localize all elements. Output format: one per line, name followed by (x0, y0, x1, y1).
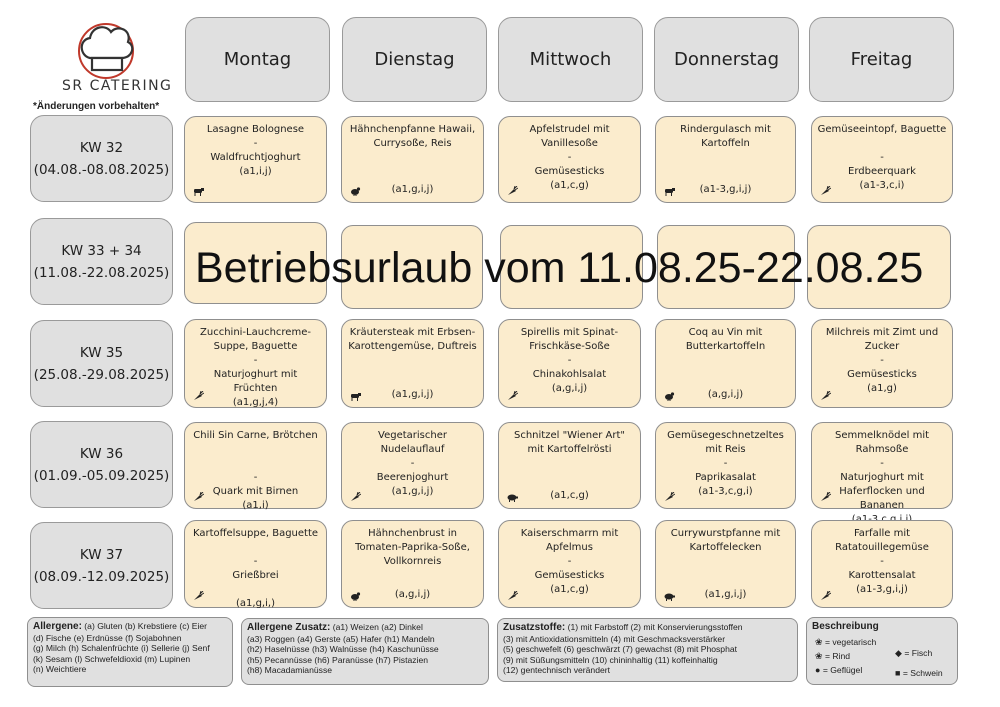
meal-cell-w2-tuesday (341, 319, 484, 408)
meal-separator: - (253, 355, 258, 366)
meal-line: Nudelauflauf (380, 444, 445, 455)
week-label: KW 35 (79, 344, 124, 361)
chicken-icon: ● (815, 665, 821, 675)
meal-line: Zucchini-Lauchcreme- (200, 327, 311, 338)
carrot-icon (819, 186, 831, 196)
legend-zusatzstoffe (497, 618, 798, 682)
meal-line: Hähnchenbrust in (368, 528, 457, 539)
legend-zusatzstoffe-line: (3) mit Antioxidationsmitteln (4) mit Geschmacksverstärker (503, 633, 726, 644)
meal-cell-w2-friday (811, 319, 953, 408)
meal-line: Haferflocken und Bananen (839, 486, 925, 511)
meal-line: Frischkäse-Soße (529, 341, 610, 352)
meal-line: (a1,i) (242, 500, 269, 511)
meal-line: Tomaten-Paprika-Soße, (355, 542, 470, 553)
carrot-icon (819, 591, 831, 601)
meal-cell-w4-tuesday (341, 520, 484, 608)
week-label: KW 32 (79, 139, 124, 156)
legend-fisch-label: = Fisch (904, 648, 933, 658)
meal-separator: - (567, 556, 572, 567)
legend-beschreibung-title: Beschreibung (812, 621, 879, 632)
meal-line: (a,g,i,j) (551, 383, 588, 394)
meal-line: Vollkornreis (383, 556, 442, 567)
cow-icon (663, 186, 675, 196)
pig-icon (506, 492, 518, 502)
meal-cell-w2-thursday (655, 319, 796, 408)
carrot-icon (819, 492, 831, 502)
meal-line: Naturjoghurt mit (213, 369, 298, 380)
meal-line: (a1,c,g) (550, 584, 589, 595)
meal-separator: - (880, 152, 884, 163)
legend-zusatzstoffe-line: (5) geschwefelt (6) geschwärzt (7) gewachst (8) mit Phosphat (503, 644, 738, 655)
meal-separator: - (410, 458, 415, 469)
allergen-code: (a1,c,g) (550, 490, 589, 501)
week-range: (04.08.-08.08.2025) (33, 161, 170, 178)
meal-cell-w2-wednesday (498, 319, 641, 408)
holiday-banner: Betriebsurlaub vom 11.08.25-22.08.25 (195, 244, 924, 292)
week-box-33-34 (30, 218, 173, 305)
meal-line: Kräutersteak mit Erbsen- (349, 327, 476, 338)
meal-line: (a1,g,i,) (236, 598, 275, 609)
carrot-icon (192, 391, 204, 401)
meal-line: Chinakohlsalat (532, 369, 607, 380)
meal-line: Semmelknödel mit (834, 430, 930, 441)
week-box-35 (30, 320, 173, 407)
legend-gefluegel-label: = Geflügel (822, 665, 863, 675)
meal-line: mit Reis (705, 444, 746, 455)
legend-zusatzstoffe-line: (9) mit Süßungsmitteln (10) chininhaltig (11) koffeinhaltig (503, 654, 718, 665)
legend-zusatz-line: (h2) Haselnüsse (h3) Walnüsse (h4) Kaschunüsse (247, 644, 439, 655)
meal-cell-w0-tuesday (341, 116, 484, 203)
week-range: (01.09.-05.09.2025) (33, 467, 170, 484)
meal-cell-w4-wednesday (498, 520, 641, 608)
meal-line: (a1,g,i,j) (391, 486, 434, 497)
day-header-wednesday: Mittwoch (498, 17, 643, 102)
legend-allergene-line: (a) Gluten (b) Krebstiere (c) Eier (84, 621, 208, 631)
week-range: (25.08.-29.08.2025) (33, 366, 170, 383)
day-header-tuesday: Dienstag (342, 17, 487, 102)
meal-line: Apfelstrudel mit (529, 124, 610, 135)
day-header-monday: Montag (185, 17, 330, 102)
legend-rind (815, 651, 850, 662)
logo (40, 14, 175, 98)
week-box-36 (30, 421, 173, 508)
meal-line: Kartoffelsuppe, Baguette (192, 528, 319, 539)
meal-line: Erdbeerquark (848, 166, 916, 177)
carrot-icon (192, 492, 204, 502)
meal-line: Suppe, Baguette (213, 341, 298, 352)
meal-line: Gemüseeintopf, Baguette (817, 124, 947, 135)
legend-allergene-line: (n) Weichtiere (33, 664, 87, 675)
meal-cell-w3-thursday (655, 422, 796, 509)
meal-line: Karottensalat (848, 570, 916, 581)
meal-line (189, 443, 322, 457)
meal-line (816, 137, 948, 151)
allergen-code: (a1,g,i,j) (391, 389, 434, 400)
meal-line (189, 457, 322, 471)
meal-separator: - (253, 472, 258, 483)
week-range: (08.09.-12.09.2025) (33, 568, 170, 585)
meal-line: Coq au Vin mit (688, 327, 763, 338)
allergen-code: (a1,g,i,j) (704, 589, 747, 600)
meal-cell-w3-tuesday (341, 422, 484, 509)
legend-fisch (895, 648, 932, 659)
pig-icon (663, 591, 675, 601)
carrot-icon (349, 492, 361, 502)
meal-separator: - (567, 355, 572, 366)
meal-separator: - (880, 556, 884, 567)
meal-line: (a1,g,j,4) (232, 397, 279, 408)
day-header-thursday: Donnerstag (654, 17, 799, 102)
meal-line: Grießbrei (232, 570, 279, 581)
changes-note: *Änderungen vorbehalten* (33, 101, 160, 112)
meal-separator: - (253, 556, 258, 567)
legend-schwein (895, 668, 943, 679)
legend-gefluegel (815, 665, 862, 676)
meal-separator: - (723, 458, 728, 469)
cow-icon (192, 186, 204, 196)
meal-cell-w3-monday (184, 422, 327, 509)
logo-brand: SR CATERING (62, 78, 173, 94)
meal-line: (a1-3,c,i) (859, 180, 905, 191)
meal-cell-w2-monday (184, 319, 327, 408)
chef-hat-logo-icon (40, 14, 175, 80)
meal-line: (a1-3,g,i,j) (856, 584, 908, 595)
chicken-icon (663, 391, 675, 401)
meal-cell-w4-monday (184, 520, 327, 608)
meal-line: Currywurstpfanne mit (670, 528, 781, 539)
meal-line: (a1-3,c,g,i) (698, 486, 753, 497)
meal-line: Naturjoghurt mit (840, 472, 924, 483)
meal-separator: - (567, 152, 572, 163)
meal-line: Spirellis mit Spinat- (520, 327, 619, 338)
legend-allergene-line: (d) Fische (e) Erdnüsse (f) Sojabohnen (33, 632, 182, 643)
legend-zusatz (241, 618, 489, 685)
allergen-code: (a,g,i,j) (394, 589, 431, 600)
meal-line: Currysoße, Reis (373, 138, 452, 149)
week-range: (11.08.-22.08.2025) (33, 264, 170, 281)
meal-cell-w0-friday (811, 116, 953, 203)
day-header-friday: Freitag (809, 17, 954, 102)
meal-line: Gemüsegeschnetzeltes (667, 430, 784, 441)
meal-separator: - (880, 458, 884, 469)
meal-line: (a1,c,g) (550, 180, 589, 191)
meal-line (189, 583, 322, 597)
meal-line: Milchreis mit Zimt und (825, 327, 939, 338)
meal-cell-w0-monday (184, 116, 327, 203)
meal-line: Kartoffeln (701, 138, 750, 149)
meal-line: Waldfruchtjoghurt (210, 152, 301, 163)
meal-line: Quark mit Birnen (212, 486, 299, 497)
legend-schwein-label: = Schwein (902, 668, 943, 678)
legend-allergene-line: (k) Sesam (l) Schwefeldioxid (m) Lupinen (33, 653, 191, 664)
carrot-icon (663, 492, 675, 502)
meal-line: Vegetarischer (378, 430, 447, 441)
meal-line: Zucker (864, 341, 900, 352)
carrot-icon: ❀ (815, 637, 823, 647)
allergen-code: (a1-3,g,i,j) (699, 184, 752, 195)
cow-icon (349, 391, 361, 401)
meal-line: Farfalle mit (853, 528, 911, 539)
week-label: KW 36 (79, 445, 124, 462)
meal-line: Paprikasalat (695, 472, 756, 483)
legend-zusatz-line: (h8) Macadamianüsse (247, 665, 333, 676)
week-box-32 (30, 115, 173, 202)
fish-icon: ◆ (895, 648, 902, 658)
week-box-37 (30, 522, 173, 609)
chicken-icon (349, 186, 361, 196)
legend-zusatz-title: Allergene Zusatz: (247, 622, 331, 633)
carrot-icon (506, 391, 518, 401)
meal-line: mit Kartoffelrösti (527, 444, 612, 455)
carrot-icon (819, 391, 831, 401)
legend-zusatz-first: (a1) Weizen (a2) Dinkel (332, 622, 423, 632)
allergen-code: (a,g,i,j) (707, 389, 744, 400)
pig-icon: ■ (895, 668, 901, 678)
carrot-icon (506, 591, 518, 601)
legend-beschreibung (806, 617, 958, 685)
meal-cell-w4-friday (811, 520, 953, 608)
legend-allergene-line: (g) Milch (h) Schalenfrüchte (i) Sellerie (j) Senf (33, 643, 210, 654)
legend-zusatz-line: (h5) Pecannüsse (h6) Paranüsse (h7) Pistazien (247, 654, 429, 665)
meal-line: (a1,g) (867, 383, 897, 394)
allergen-code: (a1,g,i,j) (391, 184, 434, 195)
meal-line: Hähnchenpfanne Hawaii, (349, 124, 476, 135)
meal-line: Butterkartoffeln (685, 341, 766, 352)
legend-allergene-title: Allergene: (33, 621, 82, 632)
meal-cell-w4-thursday (655, 520, 796, 608)
meal-line: (a1,i,j) (239, 166, 272, 177)
legend-zusatzstoffe-title: Zusatzstoffe: (503, 622, 566, 633)
meal-separator: - (253, 138, 258, 149)
meal-line: Ratatouillegemüse (835, 542, 929, 553)
meal-line: Chili Sin Carne, Brötchen (193, 430, 318, 441)
meal-line: Beerenjoghurt (376, 472, 449, 483)
meal-line: Gemüsesticks (534, 570, 605, 581)
legend-veg (815, 637, 876, 648)
meal-line: Rahmsoße (855, 444, 909, 455)
meal-cell-w3-friday (811, 422, 953, 509)
legend-zusatz-line: (a3) Roggen (a4) Gerste (a5) Hafer (h1) Mandeln (247, 633, 435, 644)
meal-separator: - (880, 355, 884, 366)
legend-rind-label: = Rind (824, 651, 851, 661)
meal-line: Karottengemüse, Duftreis (348, 341, 477, 352)
legend-veg-label: = vegetarisch (824, 637, 877, 647)
meal-line (189, 541, 322, 555)
meal-cell-w0-wednesday (498, 116, 641, 203)
meal-line: Schnitzel "Wiener Art" (513, 430, 626, 441)
meal-line: Früchten (233, 383, 278, 394)
meal-cell-w0-thursday (655, 116, 796, 203)
week-label: KW 37 (79, 546, 124, 563)
meal-cell-w3-wednesday (498, 422, 641, 509)
meal-line: Gemüsesticks (534, 166, 605, 177)
legend-allergene (27, 617, 233, 687)
meal-line: Gemüsesticks (847, 369, 917, 380)
meal-line: Rindergulasch mit (680, 124, 771, 135)
meal-line: Lasagne Bolognese (206, 124, 305, 135)
cow-icon: ❀ (815, 651, 823, 661)
legend-zusatzstoffe-first: (1) mit Farbstoff (2) mit Konservierungsstoffen (567, 622, 743, 632)
chicken-icon (349, 591, 361, 601)
legend-zusatzstoffe-line: (12) gentechnisch verändert (503, 665, 611, 676)
meal-line: Vanillesoße (541, 138, 598, 149)
meal-line: Kaiserschmarrn mit (520, 528, 619, 539)
meal-line: Kartoffelecken (689, 542, 762, 553)
week-label: KW 33 + 34 (61, 242, 142, 259)
carrot-icon (192, 591, 204, 601)
meal-line: Apfelmus (546, 542, 593, 553)
carrot-icon (506, 186, 518, 196)
